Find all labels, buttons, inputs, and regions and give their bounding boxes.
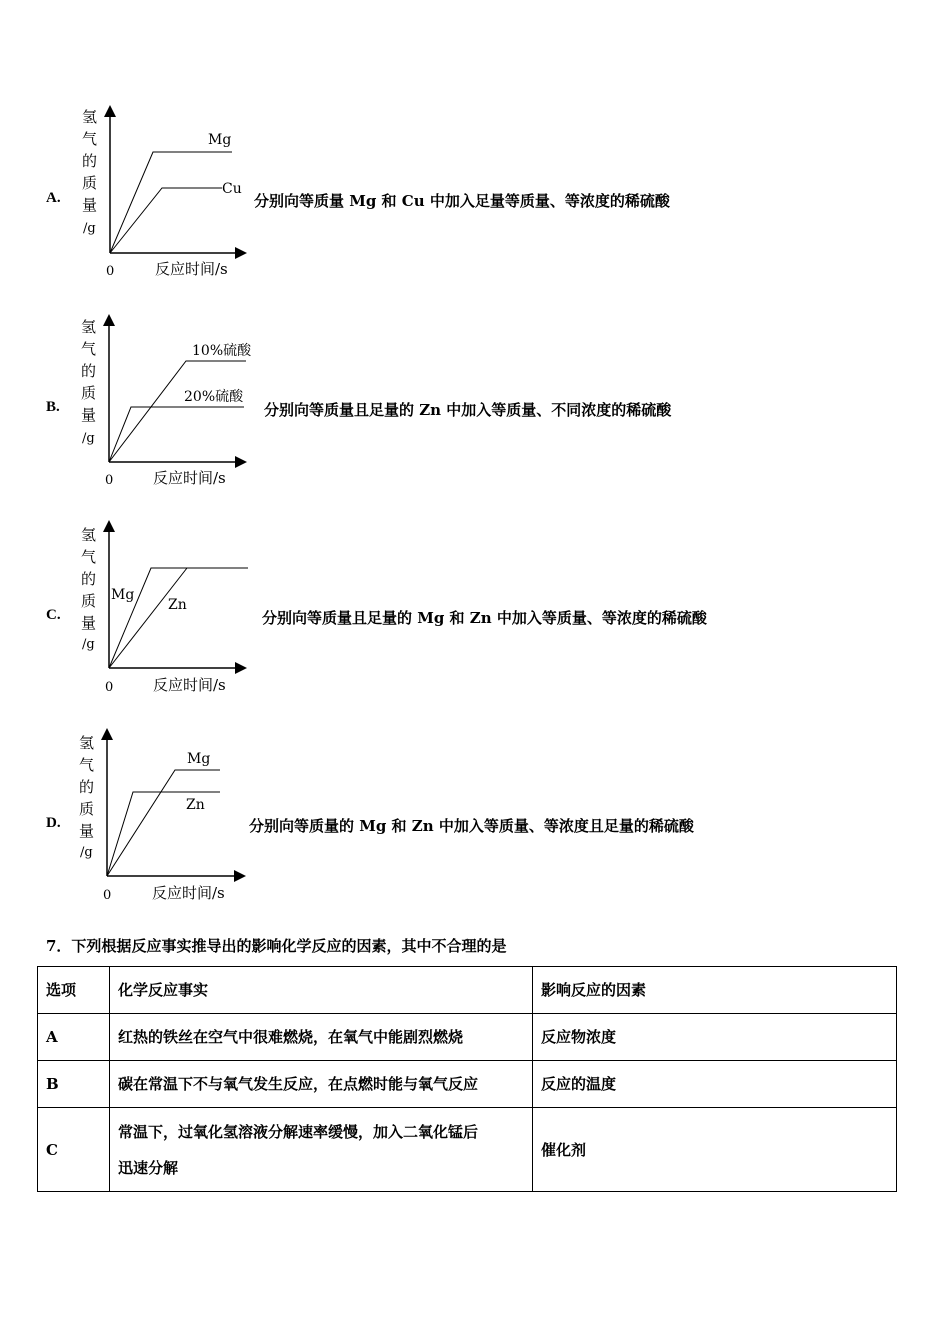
option-letter: C.: [46, 607, 61, 623]
svg-text:的: 的: [81, 570, 97, 588]
row-option: A: [38, 1014, 110, 1061]
svg-text:/g: /g: [83, 221, 96, 236]
series-line-mg: [110, 152, 232, 253]
origin-label: 0: [105, 680, 114, 695]
series-label-mg: Mg: [111, 587, 135, 603]
x-axis-label: 反应时间/s: [152, 884, 225, 902]
svg-text:气: 气: [82, 130, 98, 148]
svg-text:质: 质: [81, 592, 97, 610]
origin-label: 0: [103, 888, 112, 903]
row-fact-line-1: 常温下，过氧化氢溶液分解速率缓慢，加入二氧化锰后: [118, 1122, 479, 1141]
option-a: [0, 100, 950, 300]
table-row: [38, 1014, 897, 1061]
series-line-20: [109, 407, 244, 462]
svg-text:量: 量: [82, 196, 98, 214]
row-fact-line-2: 迅速分解: [118, 1158, 179, 1177]
row-factor: 反应的温度: [533, 1061, 897, 1108]
svg-text:氢: 氢: [81, 526, 97, 544]
svg-text:氢: 氢: [82, 108, 98, 126]
svg-text:气: 气: [81, 340, 97, 358]
svg-text:气: 气: [79, 756, 95, 774]
table-row: [38, 1108, 897, 1192]
question-7-prompt: 7．下列根据反应事实推导出的影响化学反应的因素，其中不合理的是: [46, 937, 507, 955]
series-label-mg: Mg: [208, 132, 232, 148]
table-row: [38, 1061, 897, 1108]
option-description: 分别向等质量且足量的 Zn 中加入等质量、不同浓度的稀硫酸: [264, 401, 672, 419]
series-label-mg: Mg: [187, 751, 211, 767]
origin-label: 0: [106, 264, 115, 279]
svg-text:量: 量: [81, 406, 97, 424]
header-option: 选项: [38, 967, 110, 1014]
question-7-table: [37, 966, 897, 1192]
row-option: C: [38, 1108, 110, 1192]
header-fact: 化学反应事实: [110, 967, 533, 1014]
svg-text:质: 质: [79, 800, 95, 818]
x-axis-label: 反应时间/s: [155, 260, 228, 278]
option-letter: B.: [46, 399, 60, 415]
y-axis-label: [79, 734, 94, 860]
row-factor: 反应物浓度: [533, 1014, 897, 1061]
series-line-mg: [109, 568, 248, 668]
row-fact: 碳在常温下不与氧气发生反应，在点燃时能与氧气反应: [110, 1061, 533, 1108]
y-axis-label: [82, 108, 97, 236]
row-factor: 催化剂: [533, 1108, 897, 1192]
svg-text:/g: /g: [82, 637, 95, 652]
series-line-zn: [107, 770, 220, 876]
option-letter: A.: [46, 190, 61, 206]
option-b: [0, 310, 950, 510]
row-option: B: [38, 1061, 110, 1108]
svg-text:质: 质: [81, 384, 97, 402]
option-description: 分别向等质量且足量的 Mg 和 Zn 中加入等质量、等浓度的稀硫酸: [262, 609, 707, 627]
svg-text:的: 的: [81, 362, 97, 380]
svg-text:气: 气: [81, 548, 97, 566]
y-axis-label: [81, 318, 96, 446]
series-line-cu: [110, 188, 222, 253]
svg-text:量: 量: [81, 614, 97, 632]
origin-label: 0: [105, 473, 114, 488]
svg-text:的: 的: [79, 778, 95, 796]
svg-text:量: 量: [79, 822, 95, 840]
option-letter: D.: [46, 815, 61, 831]
series-label-10: 10%硫酸: [192, 343, 252, 359]
option-description: 分别向等质量的 Mg 和 Zn 中加入等质量、等浓度且足量的稀硫酸: [249, 817, 694, 835]
svg-text:质: 质: [82, 174, 98, 192]
svg-text:的: 的: [82, 152, 98, 170]
y-axis-label: [81, 526, 96, 652]
svg-text:氢: 氢: [79, 734, 95, 752]
row-fact: 红热的铁丝在空气中很难燃烧，在氧气中能剧烈燃烧: [110, 1014, 533, 1061]
x-axis-label: 反应时间/s: [153, 676, 226, 694]
row-fact: [110, 1108, 533, 1192]
series-label-zn: Zn: [186, 797, 205, 813]
series-label-zn: Zn: [168, 597, 187, 613]
svg-text:/g: /g: [80, 845, 93, 860]
svg-text:氢: 氢: [81, 318, 97, 336]
header-factor: 影响反应的因素: [533, 967, 897, 1014]
table-header-row: [38, 967, 897, 1014]
svg-text:/g: /g: [82, 431, 95, 446]
chart-c: [0, 518, 300, 708]
option-description: 分别向等质量 Mg 和 Cu 中加入足量等质量、等浓度的稀硫酸: [254, 192, 670, 210]
x-axis-label: 反应时间/s: [153, 469, 226, 487]
series-line-zn: [109, 568, 187, 668]
series-label-20: 20%硫酸: [184, 389, 244, 405]
chart-b: [0, 310, 300, 500]
option-d: [0, 726, 950, 926]
series-label-cu: Cu: [222, 181, 242, 197]
option-c: [0, 518, 950, 718]
